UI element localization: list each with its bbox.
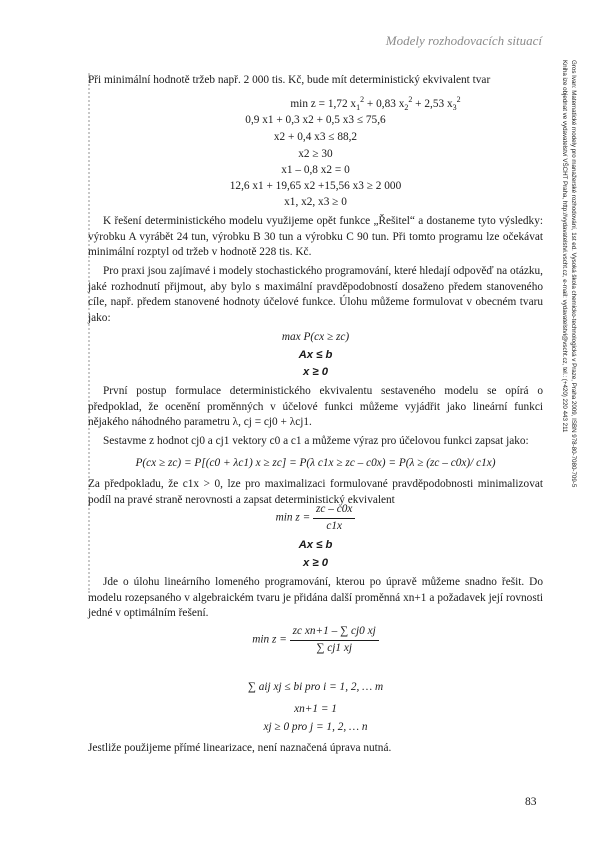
lfp-constraint: ∑ aij xj ≤ bi pro i = 1, 2, … m xyxy=(247,681,384,693)
paragraph-4: První postup formulace deterministického ekvivalentu sestaveného modelu se opírá o předpoklad, že ocenění proměnných v účelové funkci můžeme vyjádřit jako lineární funkci nějakého náhodného parametru λ, cj = cj0 + λcj1. xyxy=(88,385,543,429)
constraint-4: x1 – 0,8 x2 = 0 xyxy=(281,164,350,176)
constraint-3: x2 ≥ 30 xyxy=(298,148,333,160)
lfp-extra-variable: xn+1 = 1 xyxy=(294,703,337,715)
constraint-2: x2 + 0,4 x3 ≤ 88,2 xyxy=(273,131,358,143)
constraint-1: 0,9 x1 + 0,3 x2 + 0,5 x3 ≤ 75,6 xyxy=(245,114,386,126)
sidebar-line-2: Kniha ize objednat ve vydavatelství VŠCHT Praha, http://vydavatelstvi.vscht.cz, e-mail: vydavatelstvi@vscht.cz, tel.: (+420) 220 443 211 xyxy=(561,60,568,433)
fraction-constraint: Ax ≤ b xyxy=(298,539,333,551)
paragraph-6: Za předpokladu, že c1x > 0, lze pro maximalizaci formulované pravděpodobnosti minimalizovat podíl na pravé straně nerovnosti a zapsat deterministický ekvivalent xyxy=(88,478,543,506)
stochastic-objective: max P(cx ≥ zc) xyxy=(281,331,350,343)
paragraph-7: Jde o úlohu lineárního lomeného programování, kterou po úpravě můžeme snadno řešit. Do modelu rozepsaného v algebraickém tvaru je přidána další proměnná xn+1 a požadavek její rovnosti jedné v optimálním řešení. xyxy=(88,576,543,620)
paragraph-8: Jestliže použijeme přímé linearizace, není naznačená úprava nutná. xyxy=(88,742,392,754)
page-number: 83 xyxy=(525,796,537,808)
paragraph-2: K řešení deterministického modelu využijeme opět funkce „Řešitel“ a dostaneme tyto výsledky: výrobku A vyrábět 24 tun, výrobku B 30 tun a výrobku C 90 tun. Při tomto programu lze očekávat minimální rozptyl od tržeb v hodnotě 228 tis. Kč. xyxy=(88,215,543,259)
paragraph-1: Při minimální hodnotě tržeb např. 2 000 tis. Kč, bude mít deterministický ekvivalent tvar xyxy=(88,74,491,86)
stochastic-nonneg: x ≥ 0 xyxy=(302,366,329,378)
paragraph-3: Pro praxi jsou zajímavé i modely stochastického programování, které hledají odpověď na otázku, jaké rozhodnutí přijmout, aby bylo s maximální pravděpodobností dosaženo předem stanoveného cíle, např. předem stanovené hodnoty účelové funkce. Úlohu můžeme formulovat v obecném tvaru jako: xyxy=(88,265,543,324)
lfp-nonneg: xj ≥ 0 pro j = 1, 2, … n xyxy=(263,721,368,733)
constraint-5: 12,6 x1 + 19,65 x2 +15,56 x3 ≥ 2 000 xyxy=(229,180,402,192)
fraction-objective: min z = $\frac{zc - c0x}{c1x}$ xyxy=(88,502,543,534)
probability-expression: P(cx ≥ zc) = P[(c0 + λc1) x ≥ zc] = P(λ c1x ≥ zc – c0x) = P(λ ≥ (zc – c0x)/ c1x) xyxy=(135,457,496,469)
paragraph-5: Sestavme z hodnot cj0 a cj1 vektory c0 a c1 a můžeme výraz pro účelovou funkci zapsat jako: xyxy=(103,435,529,447)
objective-equation: min z = 1,72 $x_1^2 + 0,83$ $x_2^2 + 2,53$ $x_3^2$ xyxy=(290,95,461,113)
running-header: Modely rozhodovacích situací xyxy=(385,33,542,48)
stochastic-constraint: Ax ≤ b xyxy=(298,349,333,361)
linear-fractional-objective: min z = $\frac{\text{zc xn+1 – ∑ cj0 xj}}{\sum cj1 xj}$ xyxy=(88,624,543,656)
constraint-6: x1, x2, x3 ≥ 0 xyxy=(284,196,347,208)
sidebar-citation xyxy=(560,60,578,580)
fraction-nonneg: x ≥ 0 xyxy=(302,557,329,569)
sidebar-line-1: Gros Ivan: Matematické modely pro manažerské rozhodování, 1st ed. Vysoká škola chemicko-technologická v Praze, Praha 2009, ISBN 978-80-7080-709-5 xyxy=(570,60,577,488)
